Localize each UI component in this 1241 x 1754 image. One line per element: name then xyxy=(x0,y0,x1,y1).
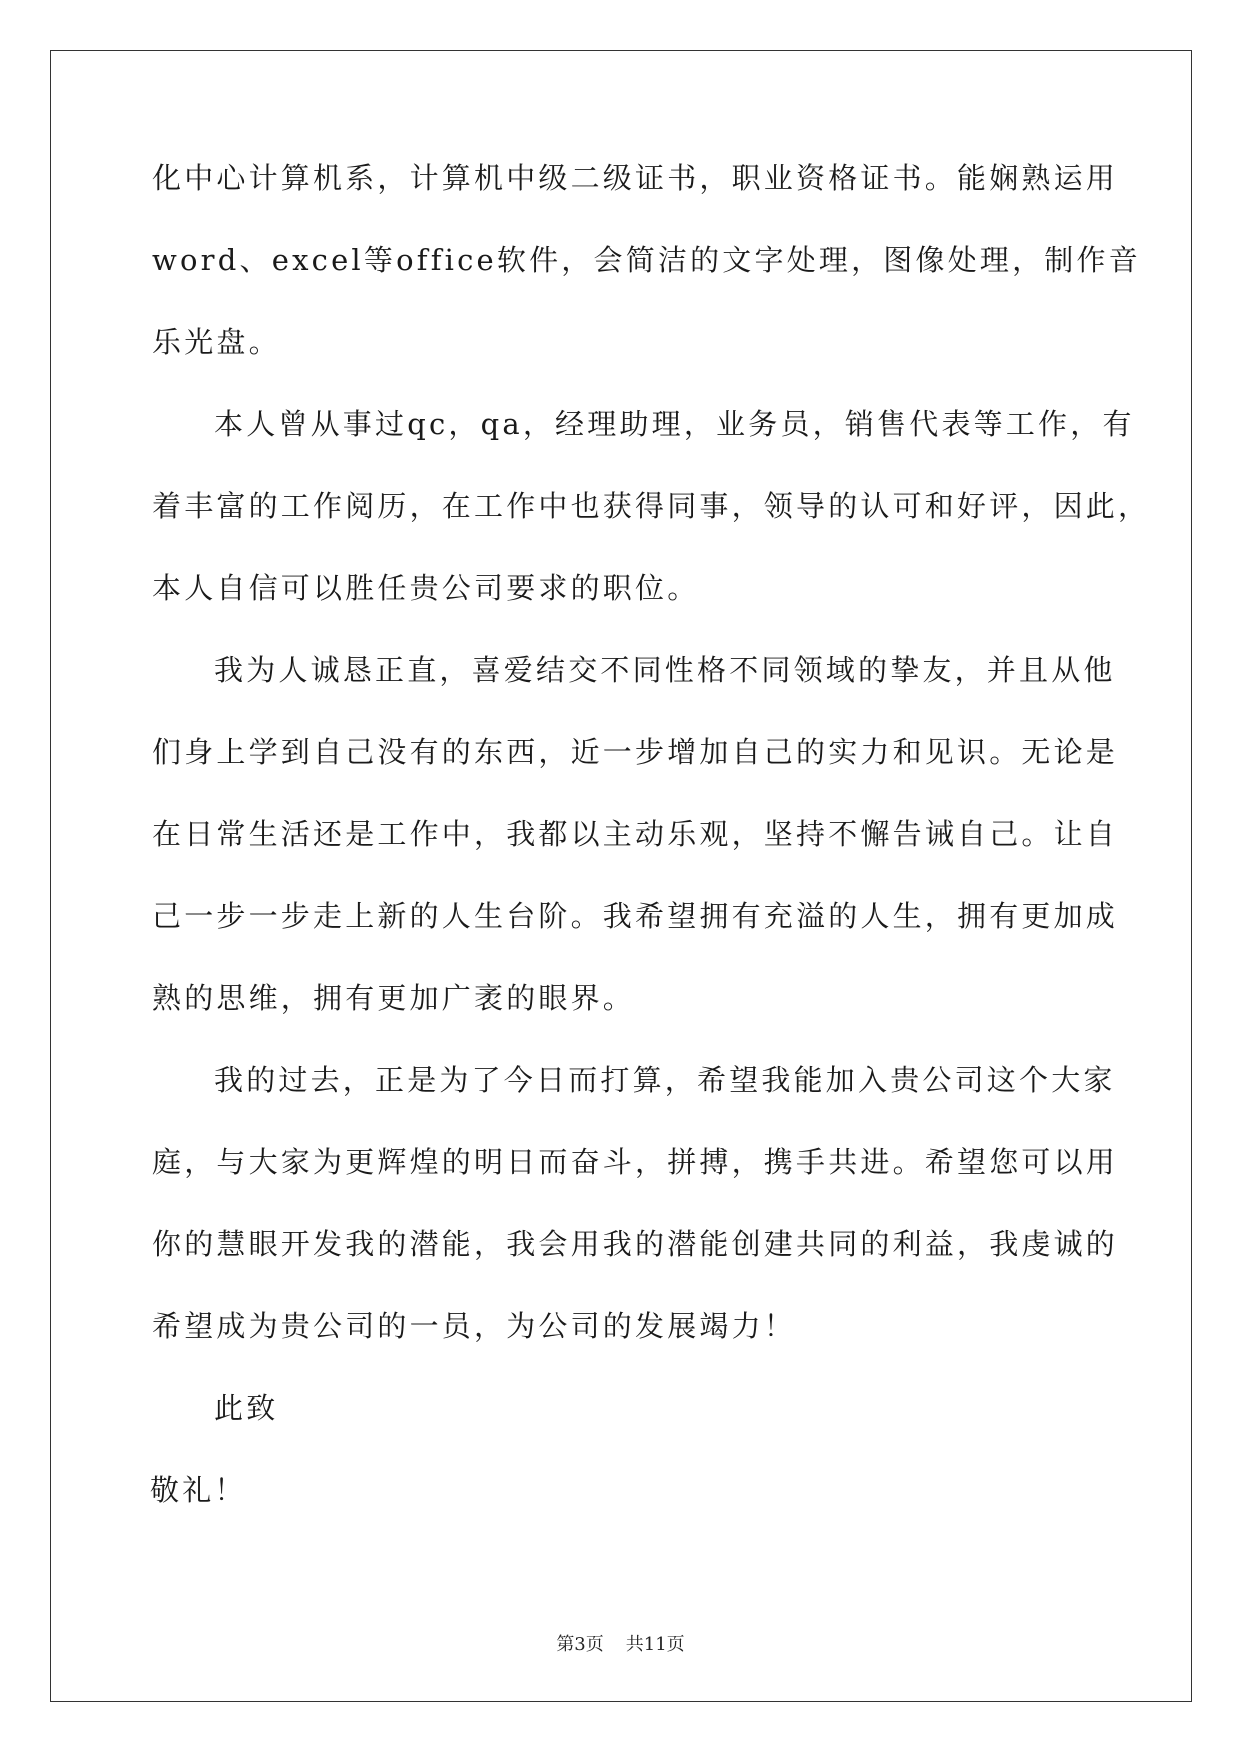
page-total: 共11页 xyxy=(625,1634,685,1655)
text-line: 本人自信可以胜任贵公司要求的职位。 xyxy=(152,571,700,605)
text-line: 我为人诚恳正直，喜爱结交不同性格不同领域的挚友，并且从他 xyxy=(214,653,1116,687)
paragraph-1 xyxy=(152,158,1141,363)
text-line: 庭，与大家为更辉煌的明日而奋斗，拼搏，携手共进。希望您可以用 xyxy=(152,1145,1119,1179)
paragraph-3 xyxy=(152,650,1119,1019)
text-line: 化中心计算机系，计算机中级二级证书，职业资格证书。能娴熟运用 xyxy=(152,161,1119,195)
page-footer xyxy=(0,1630,1241,1656)
text-line: word、excel等office软件，会简洁的文字处理，图像处理，制作音 xyxy=(152,243,1141,277)
text-line: 着丰富的工作阅历，在工作中也获得同事，领导的认可和好评，因此， xyxy=(152,489,1151,523)
text-line: 们身上学到自己没有的东西，近一步增加自己的实力和见识。无论是 xyxy=(152,735,1119,769)
text-line: 敬礼！ xyxy=(150,1473,247,1507)
page-number: 第3页 xyxy=(556,1634,604,1655)
paragraph-4 xyxy=(152,1060,1119,1347)
text-line: 在日常生活还是工作中，我都以主动乐观，坚持不懈告诫自己。让自 xyxy=(152,817,1119,851)
text-line: 熟的思维，拥有更加广袤的眼界。 xyxy=(152,981,636,1015)
paragraph-2 xyxy=(152,404,1151,609)
text-line: 你的慧眼开发我的潜能，我会用我的潜能创建共同的利益，我虔诚的 xyxy=(152,1227,1119,1261)
text-line: 本人曾从事过qc，qa，经理助理，业务员，销售代表等工作，有 xyxy=(214,407,1135,441)
text-line: 乐光盘。 xyxy=(152,325,281,359)
closing-salutation xyxy=(152,1388,1112,1429)
closing-regards xyxy=(152,1470,1112,1511)
text-line: 我的过去，正是为了今日而打算，希望我能加入贵公司这个大家 xyxy=(214,1063,1116,1097)
text-line: 希望成为贵公司的一员，为公司的发展竭力！ xyxy=(152,1309,797,1343)
text-line: 己一步一步走上新的人生台阶。我希望拥有充溢的人生，拥有更加成 xyxy=(152,899,1119,933)
document-body xyxy=(150,158,1151,1511)
text-line: 此致 xyxy=(214,1391,279,1425)
